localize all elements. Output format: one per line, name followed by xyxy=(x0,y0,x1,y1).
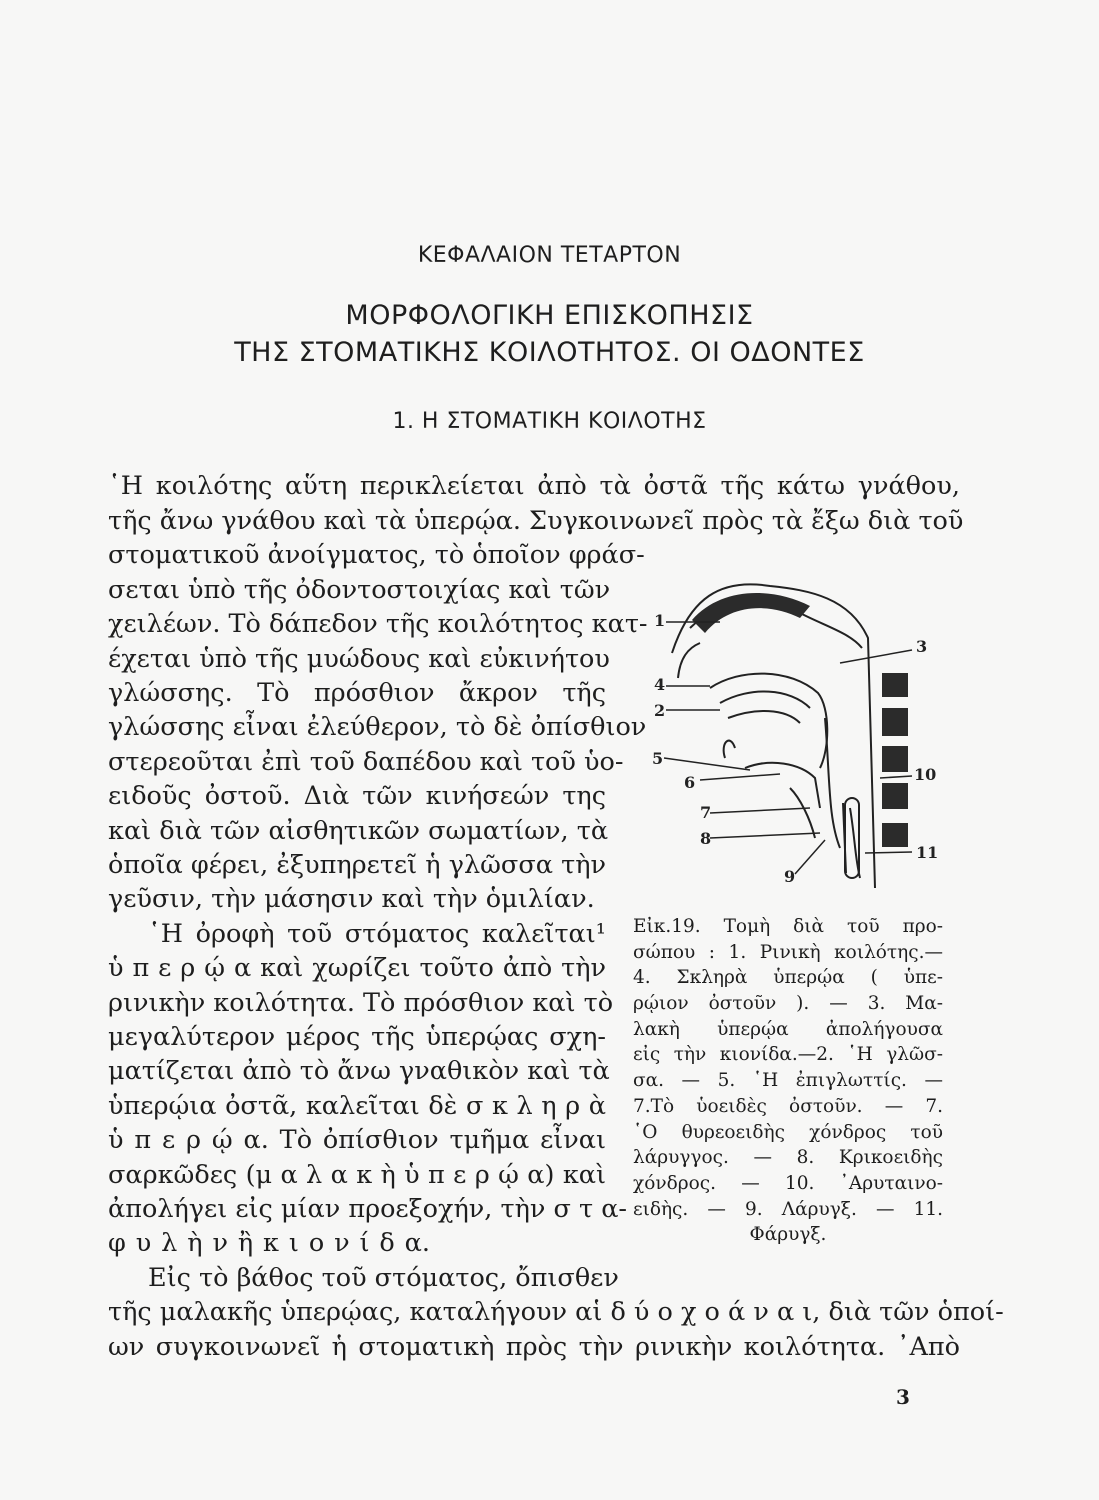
body-line: γεῦσιν, τὴν μάσησιν καὶ τὴν ὁμιλίαν. xyxy=(108,884,595,914)
body-line: ῾Η κοιλότης αὕτη περικλείεται ἀπὸ τὰ ὀστᾶ τῆς κάτω γνάθου, xyxy=(108,471,960,501)
figure-label: 9 xyxy=(784,867,796,886)
body-line: φ υ λ ὴ ν ἢ κ ι ο ν ί δ α. xyxy=(108,1228,430,1258)
body-line: σαρκῶδες (μ α λ α κ ὴ ὑ π ε ρ ῴ α) καὶ xyxy=(108,1160,606,1190)
figure-label: 8 xyxy=(700,829,712,848)
title-line-1: ΜΟΡΦΟΛΟΓΙΚΗ ΕΠΙΣΚΟΠΗΣΙΣ xyxy=(345,300,754,331)
title-line-2: ΤΗΣ ΣΤΟΜΑΤΙΚΗΣ ΚΟΙΛΟΤΗΤΟΣ. ΟΙ ΟΔΟΝΤΕΣ xyxy=(234,337,865,368)
body-line: μεγαλύτερον μέρος τῆς ὑπερῴας σχη- xyxy=(108,1022,606,1052)
figure-label: 7 xyxy=(700,803,712,822)
body-line: στοματικοῦ ἀνοίγματος, τὸ ὁποῖον φράσ- xyxy=(108,540,645,570)
body-line: έχεται ὑπὸ τῆς μυώδους καὶ εὐκινήτου xyxy=(108,644,610,674)
caption-line: 7.Τὸ ὑοειδὲς ὀστοῦν. — 7. xyxy=(633,1095,943,1117)
body-line: ρινικὴν κοιλότητα. Τὸ πρόσθιον καὶ τὸ xyxy=(108,988,614,1018)
body-line: σεται ὑπὸ τῆς ὀδοντοστοιχίας καὶ τῶν xyxy=(108,575,611,605)
figure-label: 5 xyxy=(652,749,664,768)
page-number: 3 xyxy=(896,1385,910,1409)
body-line: ειδοῦς ὀστοῦ. Διὰ τῶν κινήσεών της xyxy=(108,781,606,811)
caption-line: Φάρυγξ. xyxy=(749,1224,827,1246)
body-line: γλώσσης εἶναι ἐλεύθερον, τὸ δὲ ὀπίσθιον xyxy=(108,712,647,742)
body-line: καὶ διὰ τῶν αἰσθητικῶν σωματίων, τὰ xyxy=(108,816,609,846)
body-line: Εἰς τὸ βάθος τοῦ στόματος, ὄπισθεν xyxy=(148,1263,619,1293)
caption-line: σα. — 5. ῾Η ἐπιγλωττίς. — xyxy=(633,1070,943,1092)
anatomical-section-figure xyxy=(650,558,950,898)
chapter-heading: ΚΕΦΑΛΑΙΟΝ ΤΕΤΑΡΤΟΝ xyxy=(417,243,682,268)
figure-label: 1 xyxy=(654,611,666,630)
body-line: ματίζεται ἀπὸ τὸ ἄνω γναθικὸν καὶ τὰ xyxy=(108,1056,610,1086)
caption-line: λάρυγγος. — 8. Κρικοειδὴς xyxy=(633,1147,943,1169)
body-line: ων συγκοινωνεῖ ἡ στοματικὴ πρὸς τὴν ρινικὴν κοιλότητα. ᾿Απὸ xyxy=(108,1332,960,1362)
body-line: ὑ π ε ρ ῴ α καὶ χωρίζει τοῦτο ἀπὸ τὴν xyxy=(108,953,606,983)
caption-line: 4. Σκληρὰ ὑπερῴα ( ὑπε- xyxy=(633,967,943,989)
body-line: ὑ π ε ρ ῴ α. Τὸ ὀπίσθιον τμῆμα εἶναι xyxy=(108,1125,606,1155)
figure-label: 10 xyxy=(914,765,937,784)
body-line: χειλέων. Τὸ δάπεδον τῆς κοιλότητος κατ- xyxy=(108,609,648,639)
caption-line: εἰς τὴν κιονίδα.—2. ῾Η γλῶσ- xyxy=(633,1044,943,1066)
body-line: ἀπολήγει εἰς μίαν προεξοχήν, τὴν σ τ α- xyxy=(108,1194,628,1224)
body-line: ὁποῖα φέρει, ἐξυπηρετεῖ ἡ γλῶσσα τὴν xyxy=(108,850,606,880)
caption-line: ειδὴς. — 9. Λάρυγξ. — 11. xyxy=(633,1198,943,1220)
figure-label: 4 xyxy=(654,675,666,694)
figure-label: 6 xyxy=(684,773,696,792)
body-line: ῾Η ὀροφὴ τοῦ στόματος καλεῖται¹ xyxy=(148,919,606,949)
section-heading: 1. Η ΣΤΟΜΑΤΙΚΗ ΚΟΙΛΟΤΗΣ xyxy=(392,409,707,434)
caption-line: χόνδρος. — 10. ᾿Αρυταινο- xyxy=(633,1172,943,1194)
figure-label: 11 xyxy=(916,843,939,862)
figure-label: 3 xyxy=(916,637,928,656)
body-line: ὑπερῴια ὀστᾶ, καλεῖται δὲ σ κ λ η ρ ὰ xyxy=(108,1091,606,1121)
caption-line: ῾Ο θυρεοειδὴς χόνδρος τοῦ xyxy=(633,1121,943,1143)
body-line: στερεοῦται ἐπὶ τοῦ δαπέδου καὶ τοῦ ὑο- xyxy=(108,747,624,777)
caption-line: Εἰκ.19. Τομὴ διὰ τοῦ προ- xyxy=(633,916,943,937)
caption-line: λακὴ ὑπερῴα ἀπολήγουσα xyxy=(633,1018,943,1040)
figure-label: 2 xyxy=(654,701,666,720)
body-line: τῆς ἄνω γνάθου καὶ τὰ ὑπερῴα. Συγκοινωνεῖ πρὸς τὰ ἔξω διὰ τοῦ xyxy=(108,506,964,536)
body-line: γλώσσης. Τὸ πρόσθιον ἄκρον τῆς xyxy=(108,678,606,708)
caption-line: σώπου : 1. Ρινικὴ κοιλότης.— xyxy=(633,941,943,963)
body-line: τῆς μαλακῆς ὑπερῴας, καταλήγουν αἱ δ ύ ο χ ο ά ν α ι, διὰ τῶν ὁποί- xyxy=(108,1297,1004,1327)
caption-line: ρῴιον ὀστοῦν ). — 3. Μα- xyxy=(633,993,943,1015)
figure-caption xyxy=(633,914,943,1248)
